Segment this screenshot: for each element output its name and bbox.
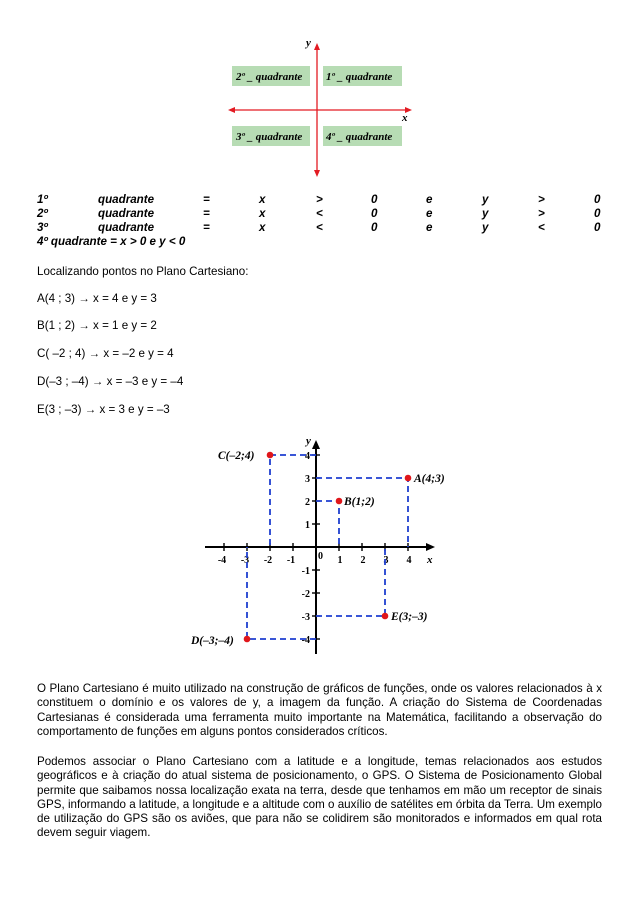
quadrant-rule-row: [37, 221, 602, 235]
x-tick-label: 4: [406, 555, 412, 566]
point-d-text: D(–3 ; –4) → x = –3 e y = –4: [37, 375, 184, 388]
point-c-label: C(–2;4): [218, 450, 255, 462]
y-tick-label: -1: [301, 566, 310, 577]
point-b-label: B(1;2): [344, 496, 375, 508]
y-tick-label: -3: [301, 612, 310, 623]
guide-a: [316, 478, 408, 547]
rule-x: x: [259, 221, 266, 234]
rule-v1: 0: [371, 207, 378, 220]
graph-origin-label: 0: [318, 551, 323, 562]
point-d-marker: [244, 636, 251, 643]
rule-y: y: [482, 221, 489, 234]
point-c-text: C( –2 ; 4) → x = –2 e y = 4: [37, 347, 174, 360]
rule-x: x: [259, 193, 266, 206]
point-a-marker: [405, 475, 412, 482]
point-d-label: D(–3;–4): [191, 635, 234, 647]
rule-op1: >: [316, 193, 323, 206]
rule-y: y: [482, 193, 489, 206]
quadrant-rule-row: [37, 193, 602, 207]
quadrant-rule-4: 4º quadrante = x > 0 e y < 0: [37, 235, 186, 248]
rule-word: quadrante: [98, 193, 155, 206]
x-tick-label: 1: [337, 555, 343, 566]
x-tick-label: -2: [263, 555, 273, 566]
point-a-label: A(4;3): [414, 473, 445, 485]
guide-e: [316, 547, 385, 616]
rule-op2: <: [538, 221, 545, 234]
rule-v2: 0: [594, 193, 601, 206]
rule-word: quadrante: [98, 221, 155, 234]
point-c-marker: [267, 452, 274, 459]
rule-x: x: [259, 207, 266, 220]
x-tick-label: -4: [217, 555, 227, 566]
rule-eq: =: [203, 193, 210, 206]
point-e-label: E(3;–3): [391, 611, 428, 623]
rule-word: quadrante: [98, 207, 155, 220]
rule-name: 3º: [37, 221, 48, 234]
rule-v2: 0: [594, 221, 601, 234]
point-e-marker: [382, 613, 389, 620]
y-tick-label: 2: [305, 497, 310, 508]
y-tick-label: 4: [305, 451, 310, 462]
intro-text: Localizando pontos no Plano Cartesiano:: [37, 265, 249, 278]
rule-v1: 0: [371, 193, 378, 206]
q4-label: 4º _ quadrante: [326, 131, 393, 143]
y-axis-arrow-up: [314, 43, 320, 50]
rule-y: y: [482, 207, 489, 220]
cartesian-graph: [185, 432, 445, 662]
x-tick-label: 3: [383, 555, 389, 566]
rule-v2: 0: [594, 207, 601, 220]
quadrant-diagram: [222, 32, 418, 182]
rule-name: 1º: [37, 193, 48, 206]
axis-label-x: x: [402, 112, 408, 124]
y-tick-label: -2: [301, 589, 310, 600]
point-a-text: A(4 ; 3) → x = 4 e y = 3: [37, 292, 157, 305]
rule-v1: 0: [371, 221, 378, 234]
y-tick-label: 3: [305, 474, 310, 485]
rule-conj: e: [426, 193, 433, 206]
graph-x-arrow: [426, 543, 435, 551]
rule-conj: e: [426, 221, 433, 234]
graph-axis-label-y: y: [306, 435, 311, 447]
q1-label: 1º _ quadrante: [326, 71, 393, 83]
x-tick-label: -1: [286, 555, 296, 566]
rule-eq: =: [203, 207, 210, 220]
graph-axis-label-x: x: [427, 554, 433, 566]
rule-op1: <: [316, 221, 323, 234]
y-tick-label: 1: [305, 520, 310, 531]
paragraph-gps: Podemos associar o Plano Cartesiano com a latitude e a longitude, temas relacionados aos estudos geográficos e à criação do atual sistema de posicionamento, o GPS. O Sistema de Posicionamento Global permite que saibamos nossa localização exata na terra, desde que tenhamos em mão um receptor de sinais GPS, informando a latitude, a longitude e a altitude com o auxílio de satélites em órbita da Terra. Um exemplo de utilização do GPS são os aviões, que para não se colidirem são monitorados e informados em qual rota devem seguir viagem.: [37, 755, 602, 840]
rule-op2: >: [538, 193, 545, 206]
q2-label: 2º _ quadrante: [236, 71, 303, 83]
rule-op2: >: [538, 207, 545, 220]
x-tick-label: 2: [360, 555, 366, 566]
q3-label: 3º _ quadrante: [236, 131, 303, 143]
y-tick-label: -4: [301, 635, 310, 646]
point-e-text: E(3 ; –3) → x = 3 e y = –3: [37, 403, 170, 416]
y-tick-labels: [302, 451, 310, 646]
point-b-text: B(1 ; 2) → x = 1 e y = 2: [37, 319, 157, 332]
rule-name: 2º: [37, 207, 48, 220]
x-tick-label: -3: [240, 555, 250, 566]
quadrant-rule-row: [37, 207, 602, 221]
x-axis-arrow-left: [228, 107, 235, 113]
axis-label-y: y: [306, 37, 311, 49]
rule-op1: <: [316, 207, 323, 220]
rule-eq: =: [203, 221, 210, 234]
point-b-marker: [336, 498, 343, 505]
paragraph-plano-cartesiano: O Plano Cartesiano é muito utilizado na construção de gráficos de funções, onde os valores relacionados à x constituem o domínio e os valores de y, a imagem da função. A criação do Sistema de Coordenadas Cartesianas é considerada uma ferramenta muito importante na Matemática, facilitando a observação do comportamento de funções em alguns pontos considerados críticos.: [37, 682, 602, 738]
rule-conj: e: [426, 207, 433, 220]
graph-y-arrow: [312, 440, 320, 449]
y-axis-arrow-down: [314, 170, 320, 177]
